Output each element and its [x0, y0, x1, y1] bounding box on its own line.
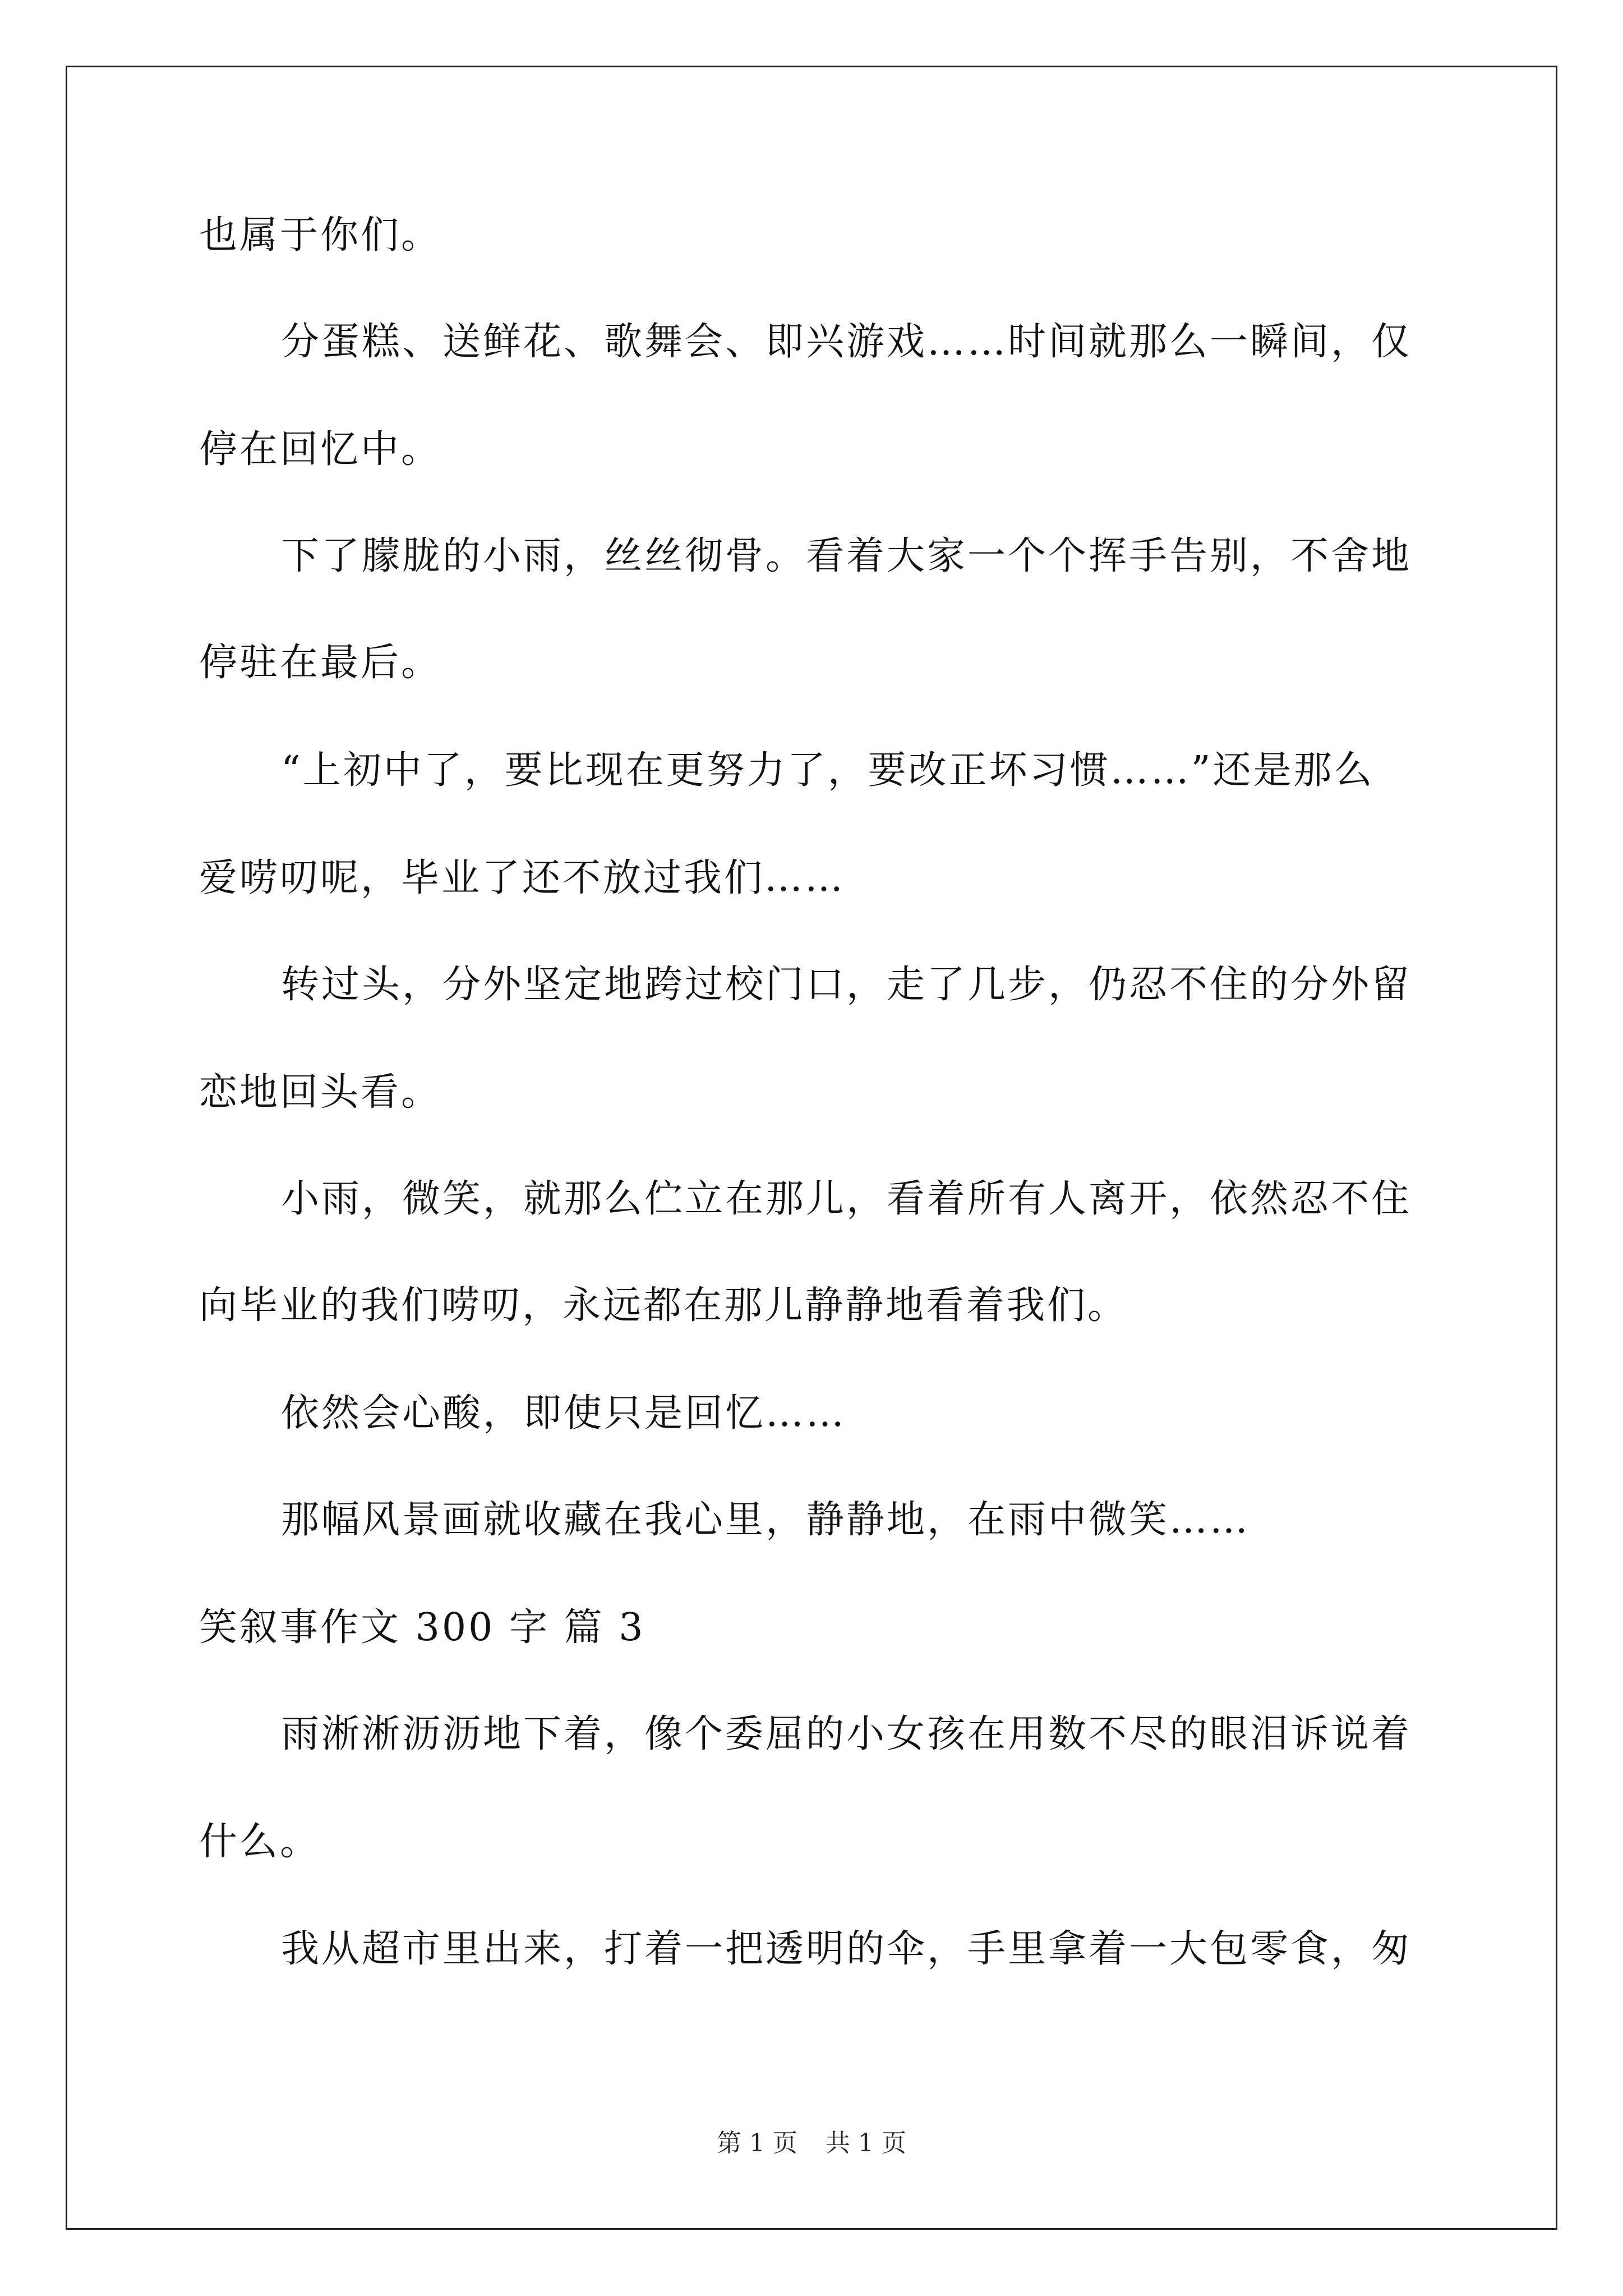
text-line: 爱唠叨呢，毕业了还不放过我们……: [199, 856, 846, 900]
section-heading: 笑叙事作文 300 字 篇 3: [199, 1605, 645, 1650]
page-number: 第 1 页: [717, 2129, 797, 2157]
page-footer: [0, 2129, 1623, 2158]
text-line: 停在回忆中。: [199, 427, 442, 472]
page-border: [66, 66, 1557, 2230]
text-line: 那幅风景画就收藏在我心里，静静地，在雨中微笑……: [281, 1498, 1251, 1542]
text-line: 分蛋糕、送鲜花、歌舞会、即兴游戏……时间就那么一瞬间，仅: [281, 320, 1412, 364]
page-total: 共 1 页: [826, 2129, 906, 2157]
text-line: 恋地回头看。: [199, 1070, 442, 1115]
text-line: 下了朦胧的小雨，丝丝彻骨。看着大家一个个挥手告别，不舍地: [281, 534, 1412, 578]
text-line: 什么。: [199, 1820, 321, 1864]
text-line: 转过头，分外坚定地跨过校门口，走了几步，仍忍不住的分外留: [281, 963, 1412, 1007]
text-line: 停驻在最后。: [199, 641, 442, 685]
text-line: 雨淅淅沥沥地下着，像个委屈的小女孩在用数不尽的眼泪诉说着: [281, 1712, 1412, 1756]
text-line: “上初中了，要比现在更努力了，要改正坏习惯……”还是那么: [281, 748, 1375, 793]
text-line: 向毕业的我们唠叨，永远都在那儿静静地看着我们。: [199, 1283, 1128, 1328]
text-line: 我从超市里出来，打着一把透明的伞，手里拿着一大包零食，匆: [281, 1927, 1412, 1971]
text-line: 也属于你们。: [199, 213, 442, 257]
text-line: 依然会心酸，即使只是回忆……: [281, 1391, 847, 1435]
text-line: 小雨，微笑，就那么伫立在那儿，看着所有人离开，依然忍不住: [281, 1177, 1412, 1221]
